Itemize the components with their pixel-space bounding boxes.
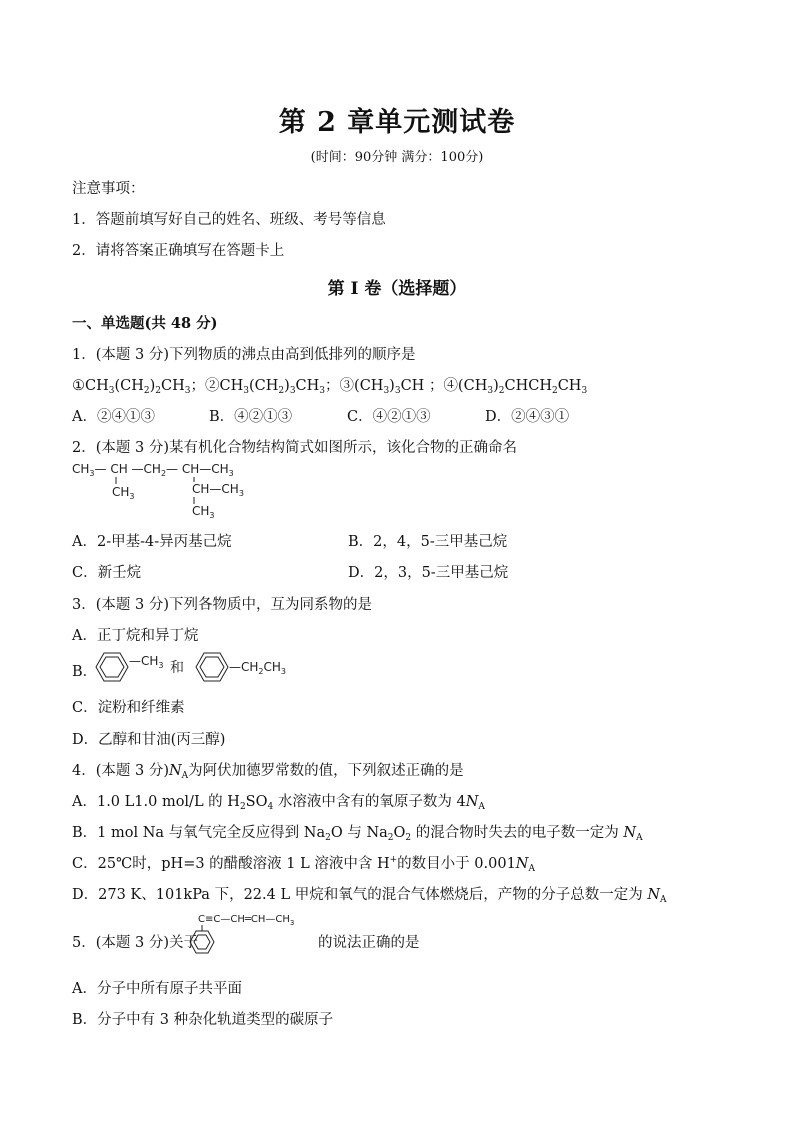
q4-option-b[interactable]: B．1 mol Na 与氧气完全反应得到 $Na_2O$ 与 $Na_2O_2$ 的混合物时失去的电子数一定为 $N_A$ — [72, 825, 643, 843]
q2-option-b[interactable]: B．2，4，5-三甲基己烷 — [348, 534, 508, 550]
q2-structure-diagram — [70, 457, 270, 521]
q1-option-d[interactable]: D．②④③① — [485, 409, 570, 425]
q3-option-d[interactable]: D．乙醇和甘油(丙三醇) — [72, 732, 226, 748]
q2-option-d[interactable]: D．2，3，5-三甲基己烷 — [348, 565, 509, 581]
svg-text:CH3: $CH_3$ — [192, 504, 215, 520]
q3-option-b-and: 和 — [170, 660, 184, 676]
q3-option-a[interactable]: A．正丁烷和异丁烷 — [72, 628, 199, 644]
q3-option-b-label[interactable]: B． — [72, 664, 98, 680]
q5-stem-end: 的说法正确的是 — [318, 935, 420, 951]
svg-text:CH3— CH —CH2— CH—CH3: $CH_3—$ CH $—CH_2—$ $CH—CH_3$ — [72, 462, 234, 478]
notice-item-2: 2．请将答案正确填写在答题卡上 — [72, 243, 285, 259]
q3-stem: 3．(本题 3 分)下列各物质中，互为同系物的是 — [72, 597, 372, 613]
q5-option-b[interactable]: B．分子中有 3 种杂化轨道类型的碳原子 — [72, 1012, 334, 1028]
q2-option-a[interactable]: A．2-甲基-4-异丙基己烷 — [72, 534, 232, 550]
q4-option-a[interactable]: A．1.0 L1.0 mol/L 的 $H_2SO_4$ 水溶液中含有的氧原子数为 $4N_A$ — [72, 794, 485, 812]
svg-text:CH3: $CH_3$ — [112, 485, 135, 501]
q1-option-b[interactable]: B．④②①③ — [209, 409, 293, 425]
q3-option-b-structures — [92, 650, 302, 688]
q1-option-a[interactable]: A．②④①③ — [72, 409, 155, 425]
q4-stem: 4．(本题 3 分)$N_A$为阿伏加德罗常数的值，下列叙述正确的是 — [72, 763, 464, 781]
section-title: 第 I 卷（选择题） — [327, 279, 467, 299]
methyl-group-label: $—CH_3$ — [129, 654, 164, 670]
svg-text:C≡C—CH═CH—CH3: $C\equiv C—CH═CH—CH_3$ — [198, 914, 295, 927]
q5-structure-diagram — [188, 910, 318, 962]
q1-option-c[interactable]: C．④②①③ — [347, 409, 431, 425]
notice-item-1: 1．答题前填写好自己的姓名、班级、考号等信息 — [72, 212, 386, 228]
q5-stem-start: 5．(本题 3 分)关于 — [72, 935, 198, 951]
exam-info: (时间：90分钟 满分：100分) — [310, 150, 484, 165]
q1-stem: 1．(本题 3 分)下列物质的沸点由高到低排列的顺序是 — [72, 347, 416, 363]
q2-option-c[interactable]: C．新壬烷 — [72, 565, 142, 581]
q2-stem: 2．(本题 3 分)某有机化合物结构简式如图所示，该化合物的正确命名 — [72, 440, 517, 456]
q4-option-d[interactable]: D．273 K、101kPa 下，22.4 L 甲烷和氧气的混合气体燃烧后，产物的分子总数一定为 $N_A$ — [72, 887, 667, 905]
q3-option-c[interactable]: C．淀粉和纤维素 — [72, 700, 185, 716]
page-title: 第 2 章单元测试卷 — [278, 107, 516, 138]
ethyl-group-label: $—CH_2CH_3$ — [229, 660, 286, 676]
q5-option-a[interactable]: A．分子中所有原子共平面 — [72, 981, 242, 997]
notice-heading: 注意事项： — [72, 181, 145, 197]
svg-text:CH—CH3: $CH—CH_3$ — [192, 482, 244, 498]
part-heading: 一、单选题(共 48 分) — [72, 315, 218, 332]
q1-substances: $①CH_3(CH_2)_2CH_3$；$②CH_3(CH_2)_3CH_3$；$③(CH_3)_3CH$ ；$④(CH_3)_2CHCH_2CH_3$ — [72, 378, 588, 396]
q4-option-c[interactable]: C．25℃时，pH=3 的醋酸溶液 1 L 溶液中含 H+的数目小于 $0.001N_A$ — [72, 855, 535, 874]
